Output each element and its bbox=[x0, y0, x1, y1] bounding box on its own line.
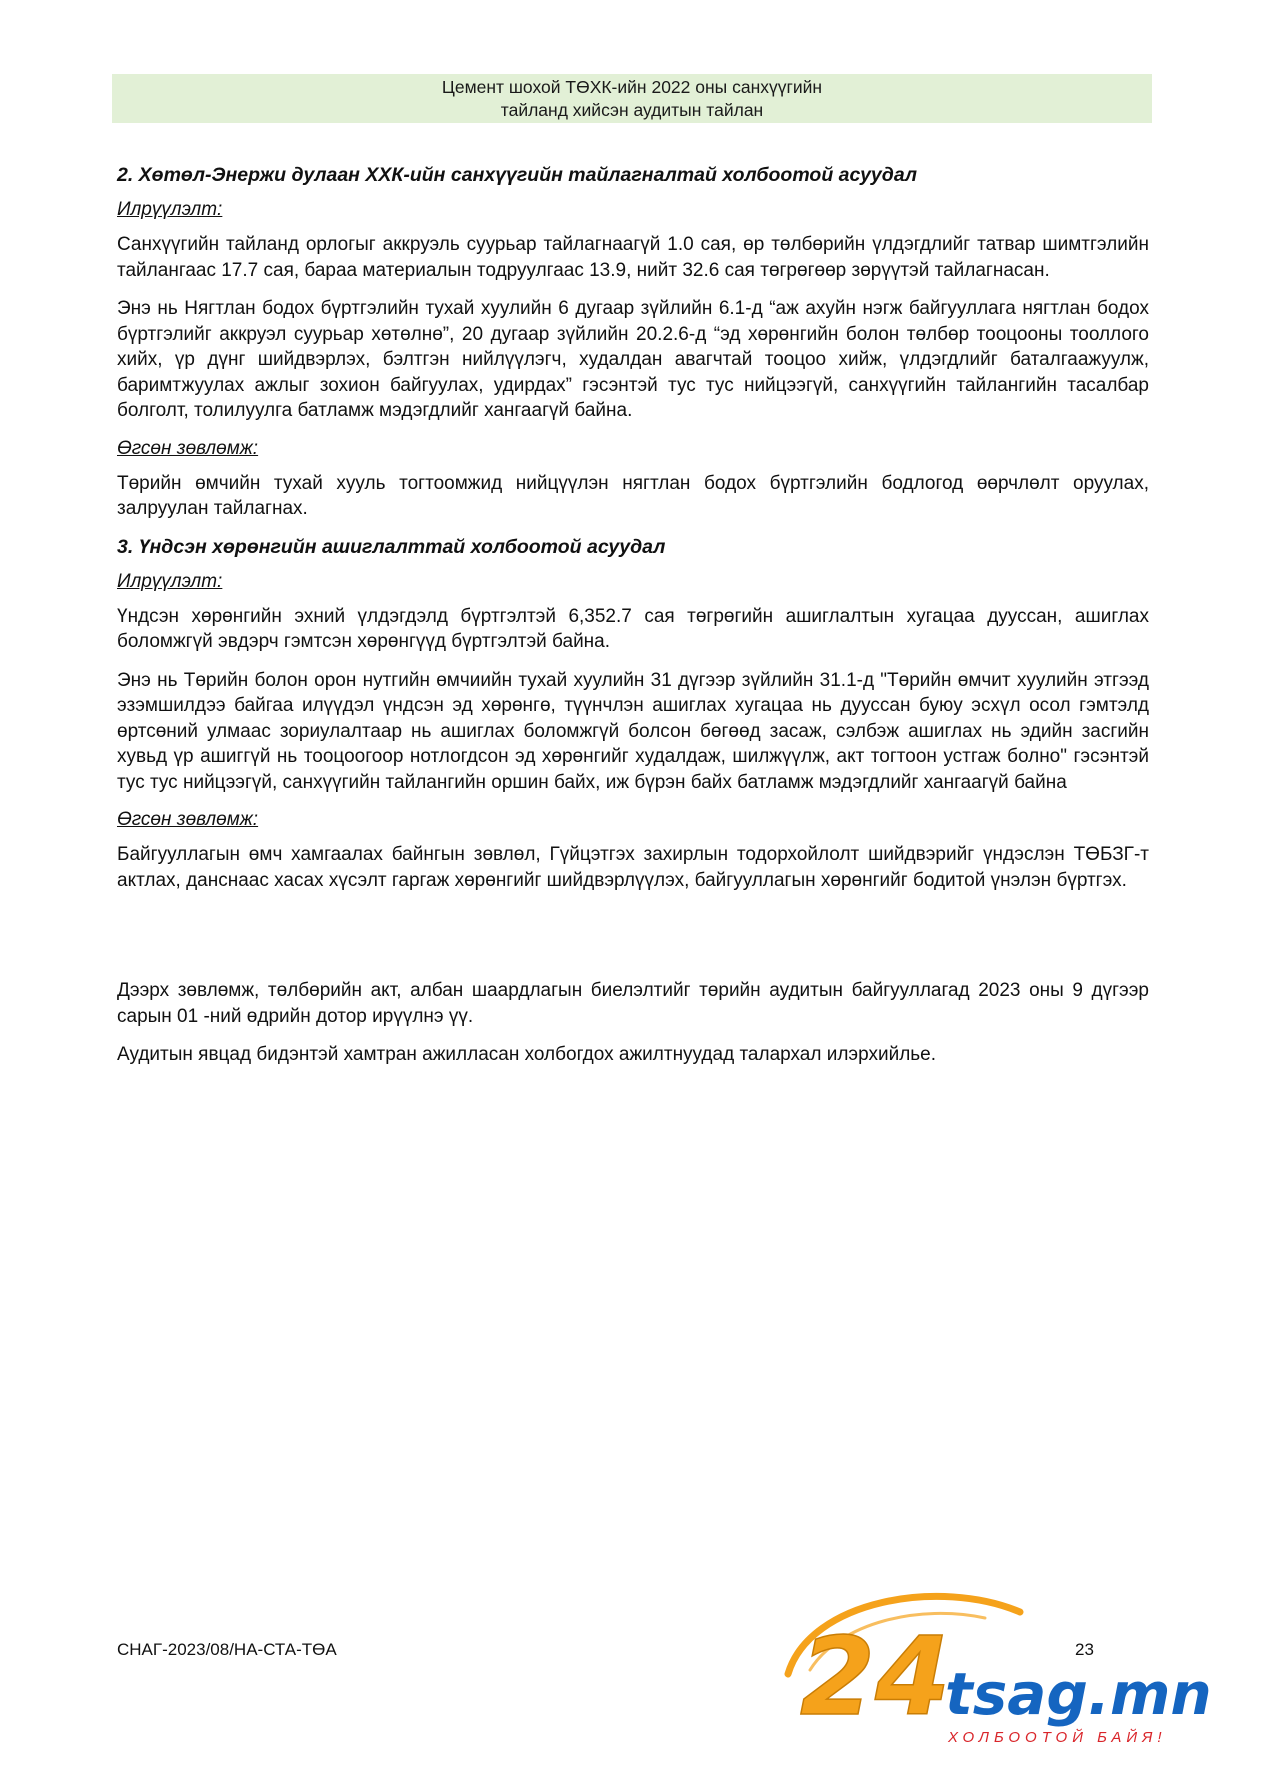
document-body bbox=[117, 163, 1149, 1081]
section-2-recommendation: Төрийн өмчийн тухай хууль тогтоомжид нийцүүлэн нягтлан бодох бүртгэлийн бодлогод өөрчлөлт оруулах, залруулан тайлагнах. bbox=[117, 472, 1149, 519]
closing-paragraph-2: Аудитын явцад бидэнтэй хамтран ажилласан холбогдох ажилтнуудад талархал илэрхийлье. bbox=[117, 1044, 937, 1065]
section-2-finding-paragraph-1: Санхүүгийн тайланд орлогыг аккруэль суурьар тайлагнаагүй 1.0 сая, өр төлбөрийн үлдэгдлийг татвар шимтгэлийн тайлангаас 17.7 сая, бараа материалын тодруулгаас 13.9, нийт 32.6 сая төгрөгөөр зөрүүтэй тайлагнасан. bbox=[117, 234, 1149, 281]
logo-number: 24 bbox=[800, 1615, 951, 1740]
site-logo-watermark bbox=[770, 1582, 1230, 1752]
closing-paragraph-1: Дээрх зөвлөмж, төлбөрийн акт, албан шаардлагын биелэлтийг төрийн аудитын байгууллагад 2023 оны 9 дүгээр сарын 01 -ний өдрийн дотор ирүүлнэ үү. bbox=[117, 980, 1149, 1027]
logo-domain: tsag.mn bbox=[945, 1660, 1212, 1728]
section-3-recommendation: Байгууллагын өмч хамгаалах байнгын зөвлөл, Гүйцэтгэх захирлын тодорхойлолт шийдвэрийг үндэслэн ТӨБЗГ-т актлах, данснаас хасах хүсэлт гаргаж хөрөнгийг шийдвэрлүүлэх, байгууллагын хөрөнгийг бодитой үнэлэн бүртгэх. bbox=[117, 844, 1149, 891]
logo-tagline: ХОЛБООТОЙ БАЙЯ! bbox=[948, 1729, 1167, 1746]
section-3-finding-paragraph-1: Үндсэн хөрөнгийн эхний үлдэгдэлд бүртгэлтэй 6,352.7 сая төгрөгийн ашиглалтын хугацаа дууссан, ашиглах боломжгүй эвдэрч гэмтсэн хөрөнгүүд бүртгэлтэй байна. bbox=[117, 605, 1149, 652]
page-header bbox=[112, 74, 1152, 123]
section-3-finding-paragraph-2: Энэ нь Төрийн болон орон нутгийн өмчиийн тухай хуулийн 31 дүгээр зүйлийн 31.1-д "Төрийн өмчит хуулийн этгээд эзэмшилдээ байгаа илүүдэл үндсэн эд хөрөнгө, түүнчлэн ашиглах хугацаа нь дууссан буюу эсхүл осол гэмтэлд өртсөний улмаас зориулалтаар нь ашиглах боломжгүй болсон бөгөөд засаж, сэлбэж ашиглах нь эдийн засгийн хувьд үр ашиггүй нь тооцоогоор нотлогдсон эд хөрөнгийг худалдаж, шилжүүлж, акт тогтоон устгаж болно" гэсэнтэй тус тус нийцээгүй, санхүүгийн тайлангийн оршин байх, иж бүрэн байх батламж мэдэгдлийг хангаагүй байна bbox=[117, 669, 1149, 793]
page-number: 23 bbox=[1075, 1640, 1094, 1659]
section-2-finding-label: Илрүүлэлт: bbox=[117, 199, 223, 220]
header-line-1: Цемент шохой ТӨХК-ийн 2022 оны санхүүгийн bbox=[441, 77, 823, 97]
section-3-recommendation-label: Өгсөн зөвлөмж: bbox=[117, 809, 259, 830]
document-code: СНАГ-2023/08/НА-СТА-ТӨА bbox=[117, 1640, 337, 1659]
section-2-title: 2. Хөтөл-Энержи дулаан ХХК-ийн санхүүгийн тайлагналтай холбоотой асуудал bbox=[117, 164, 918, 186]
section-3-finding-label: Илрүүлэлт: bbox=[117, 570, 223, 592]
section-2-finding-paragraph-2: Энэ нь Нягтлан бодох бүртгэлийн тухай хуулийн 6 дугаар зүйлийн 6.1-д “аж ахуйн нэгж байгууллага нягтлан бодох бүртгэлийг аккруэл суурьар хөтөлнө”, 20 дугаар зүйлийн 20.2.6-д “эд хөрөнгийн болон төлбөр тооцооны тооллого хийх, үр дүнг шийдвэрлэх, бэлтгэн нийлүүлэгч, худалдан авагчтай тооцоо хийж, үлдэгдлийг баталгаажуулж, баримтжуулах ажлыг зохион байгуулах, удирдах” гэсэнтэй тус тус нийцээгүй, санхүүгийн тайлангийн тасалбар болголт, толилуулга батламж мэдэгдлийг хангаагүй байна. bbox=[117, 298, 1149, 421]
header-line-2: тайланд хийсэн аудитын тайлан bbox=[500, 100, 764, 120]
spacer bbox=[117, 906, 1149, 978]
section-2-recommendation-label: Өгсөн зөвлөмж: bbox=[117, 437, 259, 459]
logo-graphic bbox=[770, 1582, 1230, 1752]
section-3-title: 3. Үндсэн хөрөнгийн ашиглалттай холбоотой асуудал bbox=[117, 535, 666, 558]
